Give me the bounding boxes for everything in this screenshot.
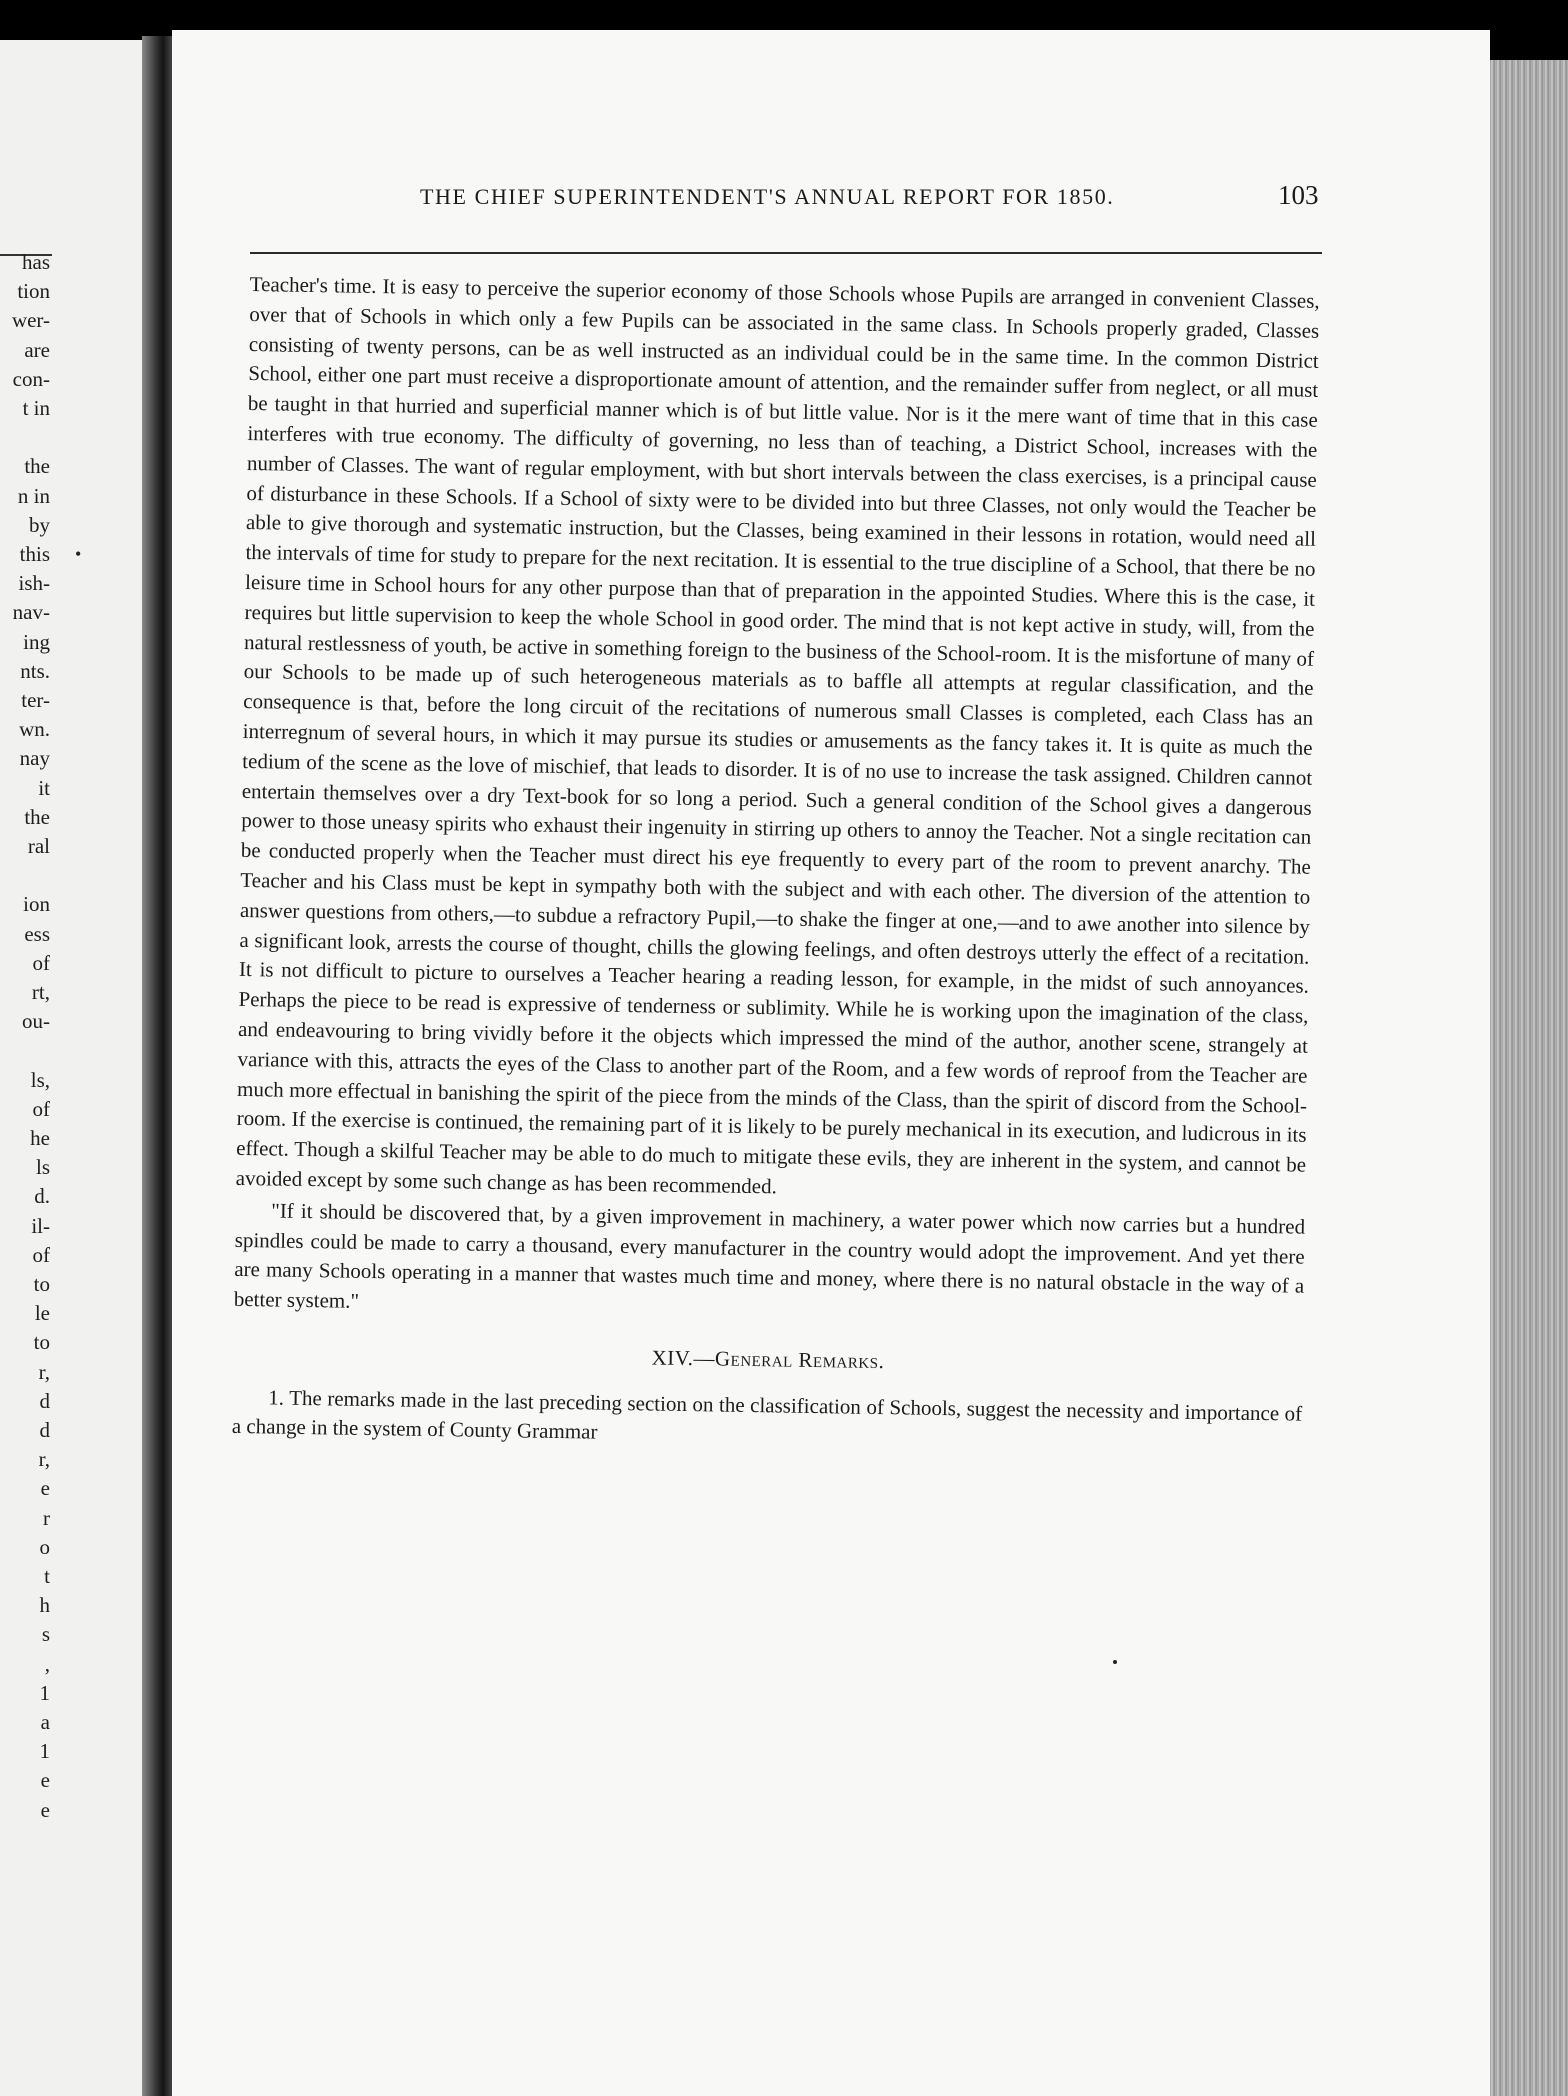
left-page-fragment: it <box>38 776 50 800</box>
left-page-fragment: o <box>39 1535 50 1559</box>
left-page-fragment: nay <box>19 746 50 770</box>
left-page-fragment: the <box>24 454 50 478</box>
left-page-fragment: nts. <box>20 659 50 683</box>
left-page-fragment: r, <box>38 1447 50 1471</box>
left-page-fragment: e <box>40 1768 50 1792</box>
left-page-fragment: to <box>33 1272 50 1296</box>
body-paragraph: Teacher's time. It is easy to perceive the superior economy of those Schools whose Pupils are arranged in convenient Classes, over that of Schools in which only a few Pupils can be associated in the same class. In Schools properly graded, Classes consisting of twenty persons, can be as well instructed as an individual could be in the same time. In the common District School, either one part must receive a disproportionate amount of attention, and the remainder suffer from neglect, or all must be taught in that hurried and superficial manner which is of but little value. Nor is it the mere want of time that in this case interferes with true economy. The difficulty of governing, no less than of teaching, a District School, increases with the number of Classes. The want of regular employment, with but short intervals between the class exercises, is a principal cause of disturbance in these Schools. If a School of sixty were to be divided into but three Classes, not only would the Teacher be able to give thorough and systematic instruction, but the Classes, being examined in their lessons in rotation, would need all the intervals of time for study to prepare for the next recitation. It is essential to the true discipline of a School, that there be no leisure time in School hours for any other purpose than that of preparation in the appointed Studies. Where this is the case, it requires but little supervision to keep the whole School in good order. The mind that is not kept active in study, will, from the natural restlessness of youth, be active in something foreign to the business of the School-room. It is the misfortune of many of our Schools to be made up of such heterogeneous materials as to baffle all attempts at regular classification, and the consequence is that, before the long circuit of the recitations of numerous small Classes is completed, each Class has an interregnum of several hours, in which it may pursue its studies or amusements as the fancy takes it. It is quite as much the tedium of the scene as the love of mischief, that leads to disorder. It is of no use to increase the task assigned. Children cannot entertain themselves over a dry Text-book for so long a period. Such a general condition of the School gives a dangerous power to those uneasy spirits who exhaust their ingenuity in stirring up others to annoy the Teacher. Not a single recitation can be conducted properly when the Teacher must direct his eye frequently to every part of the room to prevent anarchy. The Teacher and his Class must be kept in sympathy both with the subject and with each other. The diversion of the attention to answer questions from others,—to subdue a refractory Pupil,—to shake the finger at one,—and to awe another into silence by a significant look, arrests the course of thought, chills the glowing feelings, and often destroys utterly the effect of a recitation. It is not difficult to picture to ourselves a Teacher hearing a reading lesson, for example, in the midst of such annoyances. Perhaps the piece to be read is expressive of tenderness or sublimity. While he is working upon the imagination of the class, and endeavouring to bring vividly before it the objects which impressed the mind of the author, another scene, strangely at variance with this, attracts the eyes of the Class to another part of the Room, and a few words of reproof from the Teacher are much more effectual in banishing the spirit of the piece from the minds of the Class, than the spirit of discord from the School-room. If the exercise is continued, the remaining part of it is likely to be purely mechanical in its execution, and ludicrous in its effect. Though a skilful Teacher may be able to do much to mitigate these evils, they are inherent in the system, and cannot be avoided except by some such change as has been recommended. <box>235 271 1320 1199</box>
left-page-fragment: , <box>44 1652 50 1676</box>
running-title: THE CHIEF SUPERINTENDENT'S ANNUAL REPORT FOR 1850. <box>420 184 1115 209</box>
left-page-fragment: 1 <box>39 1681 50 1705</box>
body-paragraph: 1. The remarks made in the last preceding section on the classification of Schools, suggest the necessity and importance of a change in the system of County Grammar <box>231 1385 1303 1445</box>
left-page-fragment: d <box>39 1418 50 1442</box>
left-page-fragment: nav- <box>12 600 50 624</box>
left-page-fragment: this <box>19 542 50 566</box>
left-page-fragment: ing <box>23 630 50 654</box>
left-page-fragment: t <box>44 1564 50 1588</box>
left-page-fragment: of <box>32 1243 50 1267</box>
left-page-fragment: rt, <box>31 980 50 1004</box>
section-heading <box>233 1337 1303 1384</box>
header-rule <box>250 252 1322 254</box>
left-page-fragment: il- <box>31 1214 50 1238</box>
left-page <box>0 40 150 2096</box>
left-page-fragment: tion <box>17 279 50 303</box>
left-page-fragment: ion <box>23 892 50 916</box>
left-page-fragment: ish- <box>18 571 50 595</box>
left-page-fragment: ou- <box>22 1009 50 1033</box>
left-page-fragment: wn. <box>19 717 50 741</box>
left-page-fragment: s <box>41 1622 50 1646</box>
left-page-fragment: 1 <box>39 1739 50 1763</box>
left-page-fragment: e <box>40 1798 50 1822</box>
quoted-paragraph: "If it should be discovered that, by a given improvement in machinery, a water power which now carries but a hundred spindles could be made to carry a thousand, every manufacturer in the country would adopt the improvement. And yet there are many Schools operating in a manner that wastes much time and money, where there is no natural obstacle in the way of a better system." <box>233 1198 1306 1313</box>
left-page-fragment: d. <box>34 1184 50 1208</box>
left-page-fragment: ral <box>27 834 50 858</box>
page-number: 103 <box>1278 180 1319 210</box>
left-page-fragment: by <box>29 513 50 537</box>
left-page-fragment: ls, <box>30 1068 50 1092</box>
left-page-fragment: he <box>30 1126 50 1150</box>
left-page-fragment: of <box>32 1097 50 1121</box>
stray-mark: • <box>75 544 82 564</box>
left-page-fragment: d <box>39 1389 50 1413</box>
left-page-fragment: n in <box>17 484 50 508</box>
left-page-fragment: con- <box>12 367 50 391</box>
left-page-fragment: to <box>33 1330 50 1354</box>
left-page-fragment: are <box>24 338 50 362</box>
left-page-fragment: r, <box>38 1360 50 1384</box>
left-page-fragment: r <box>43 1506 50 1530</box>
left-page-fragment: a <box>40 1710 50 1734</box>
section-title: General Remarks. <box>714 1346 885 1373</box>
left-page-fragment: t in <box>22 396 50 420</box>
left-page-fragment: ess <box>24 922 50 946</box>
left-page-fragment: ls <box>35 1155 50 1179</box>
left-page-fragment: ter- <box>21 688 50 712</box>
left-page-fragment: has <box>22 250 50 274</box>
text-column <box>232 270 1320 1459</box>
section-number: XIV.— <box>651 1345 716 1371</box>
left-page-fragment: le <box>34 1301 50 1325</box>
left-page-fragment: wer- <box>11 308 50 332</box>
dust-speck <box>1113 1660 1117 1664</box>
left-page-fragment: the <box>24 805 50 829</box>
page-header <box>420 180 1320 220</box>
page-edges <box>1490 60 1568 2096</box>
left-page-fragment: of <box>32 951 50 975</box>
left-page-fragment: e <box>40 1476 50 1500</box>
left-page-fragment: h <box>39 1593 50 1617</box>
